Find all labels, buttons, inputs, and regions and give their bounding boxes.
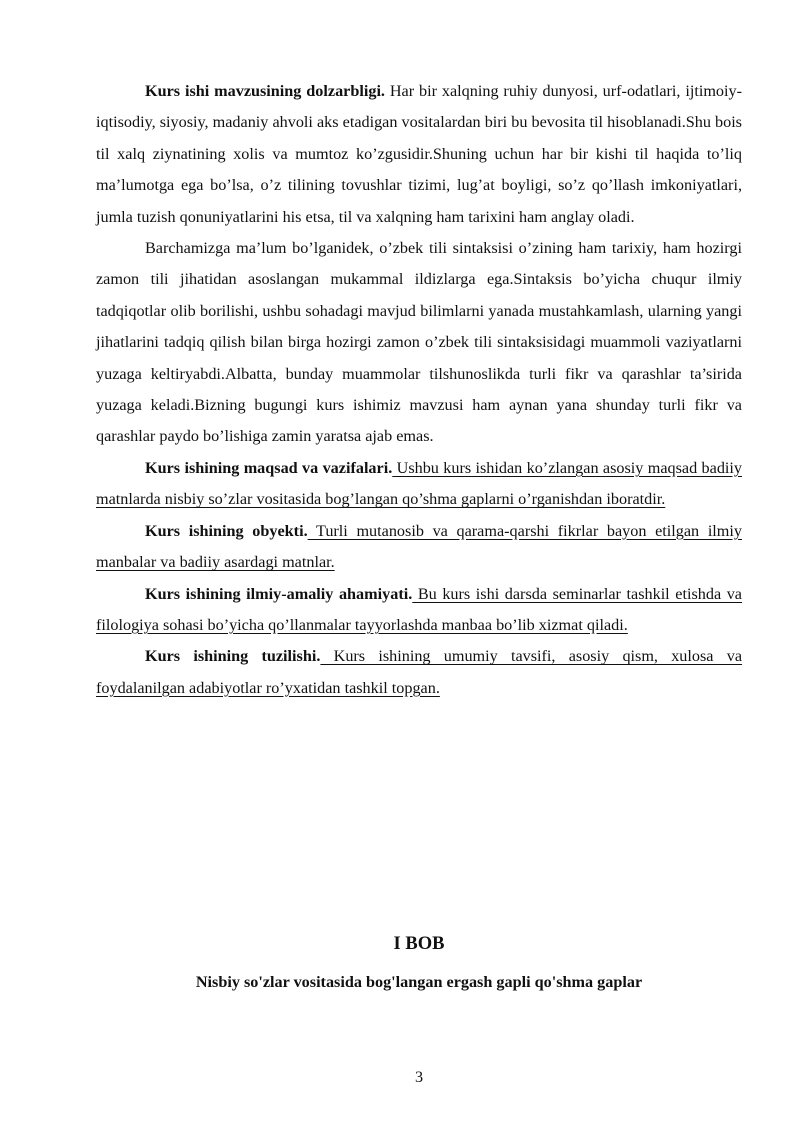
paragraph-object — [96, 516, 742, 579]
paragraph-syntax-intro — [96, 233, 742, 453]
paragraph-significance — [96, 579, 742, 642]
paragraph-text: Barchamizga ma’lum bo’lganidek, o’zbek tili sintaksisi o’zining ham tarixiy, ham hozirgi zamon tili jihatidan asoslangan mukammal ildizlarga ega.Sintaksis bo’yicha chuqur ilmiy tadqiqotlar olib borilishi, ushbu sohadagi mavjud bilimlarni yanada mustahkamlash, ularning yangi jihatlarini tadqiq qilish bilan birga hozirgi zamon o’zbek tili sintaksisidagi muammoli vaziyatlarni yuzaga keltiryabdi.Albatta, bunday muammolar tilshunoslikda turli fikr va qarashlar ta’sirida yuzaga keladi.Bizning bugungi kurs ishimiz mavzusi ham aynan yana shunday turli fikr va qarashlar paydo bo’lishiga zamin yaratsa ajab emas. — [96, 239, 742, 446]
body-text — [96, 76, 742, 704]
paragraph-text: Kurs ishining umumiy tavsifi, asosiy qism, xulosa va foydalanilgan adabiyotlar ro’yxatidan tashkil topgan. — [96, 647, 743, 697]
paragraph-heading: Kurs ishining ilmiy-amaliy ahamiyati. — [145, 584, 413, 603]
paragraph-heading: Kurs ishining maqsad va vazifalari. — [145, 458, 393, 477]
paragraph-structure — [96, 641, 742, 704]
chapter-title: Nisbiy so'zlar vositasida bog'langan ergash gapli qo'shma gaplar — [195, 973, 643, 991]
paragraph-text: Ushbu kurs ishidan ko’zlangan asosiy maqsad badiiy matnlarda nisbiy so’zlar vositasida bog’langan qo’shma gaplarni o’rganishdan iboratdir. — [96, 458, 742, 509]
chapter-number: I BOB — [393, 934, 445, 954]
paragraph-text: Har bir xalqning ruhiy dunyosi, urf-odatlari, ijtimoiy-iqtisodiy, siyosiy, madaniy ahvoli aks etadigan vositalardan biri bu bevosita til hisoblanadi.Shu bois til xalq ziynatining xolis va mumtoz ko’zgusidir.Shuning uchun har bir kishi til haqida to’liq ma’lumotga ega bo’lsa, o’z tilining tovushlar tizimi, lug’at boyligi, so’z qo’llash imkoniyatlari, jumla tuzish qonuniyatlarini his etsa, til va xalqning ham tarixini ham anglay oladi. — [96, 82, 742, 226]
paragraph-heading: Kurs ishining tuzilishi. — [145, 647, 321, 666]
paragraph-goals — [96, 453, 742, 516]
paragraph-text: Turli mutanosib va qarama-qarshi fikrlar bayon etilgan ilmiy manbalar va badiiy asardagi matnlar. — [96, 521, 742, 572]
paragraph-text: Bu kurs ishi darsda seminarlar tashkil etishda va filologiya sohasi bo’yicha qo’llanmalar tayyorlashda manbaa bo’lib xizmat qiladi. — [96, 584, 742, 634]
paragraph-heading: Kurs ishining obyekti. — [145, 521, 308, 540]
paragraph-heading: Kurs ishi mavzusining dolzarbligi. — [145, 82, 385, 100]
paragraph-relevance — [96, 76, 742, 233]
page-number: 3 — [414, 1068, 424, 1086]
